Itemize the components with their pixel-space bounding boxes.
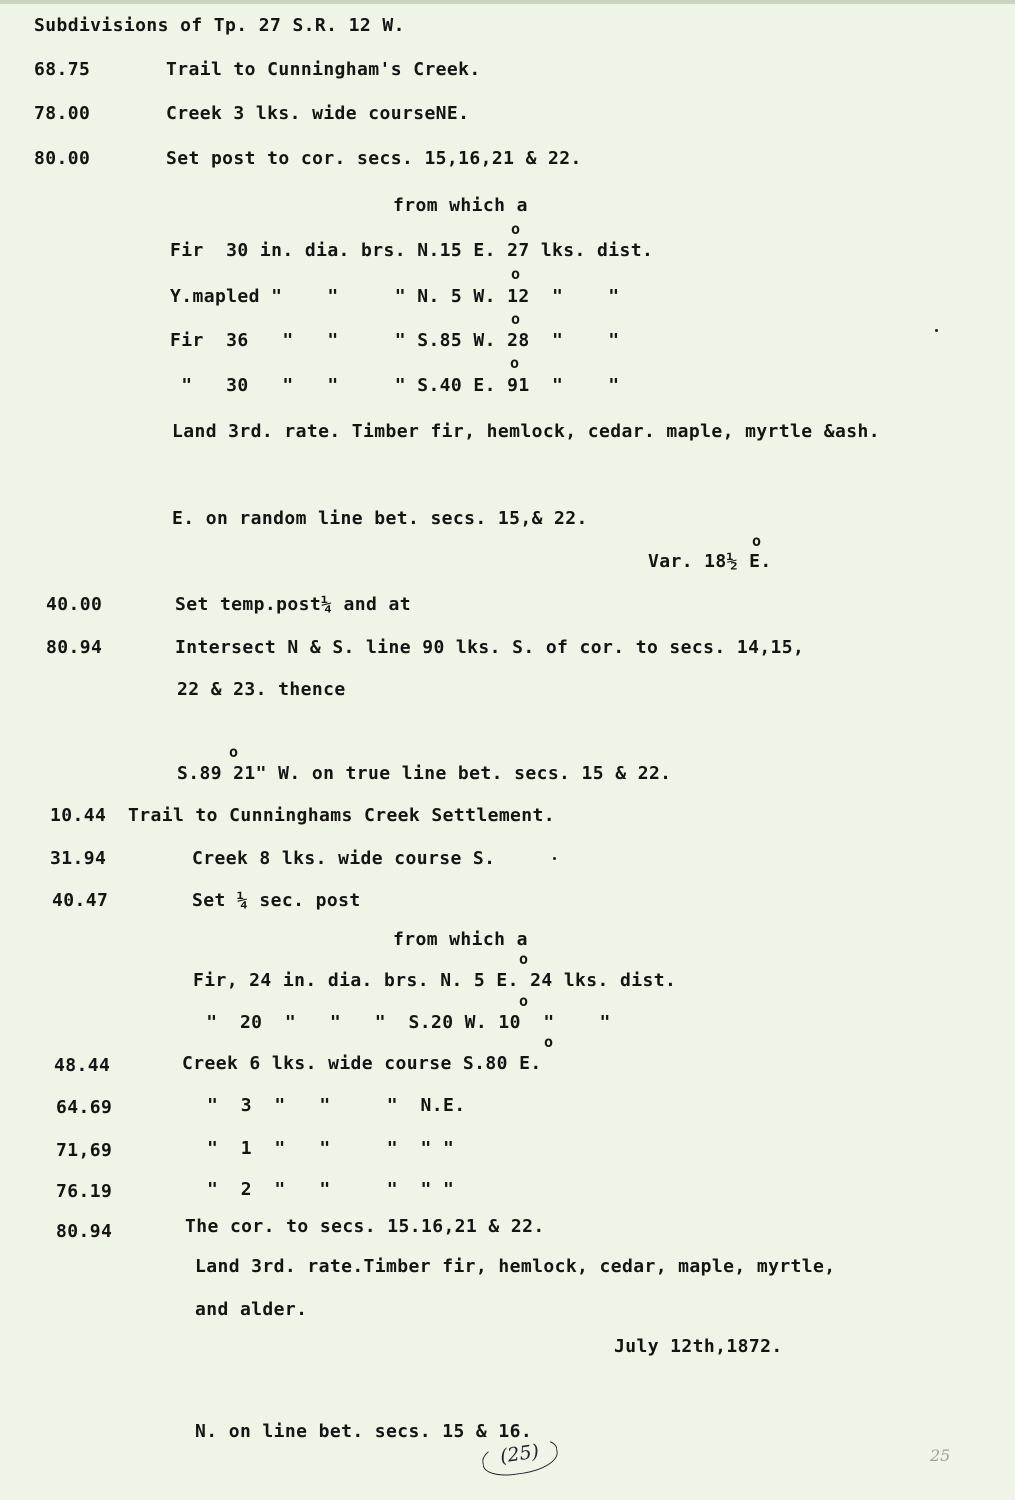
date-note: July 12th,1872. — [614, 1336, 783, 1357]
chainage-value: 80.00 — [34, 148, 91, 169]
variation-note: Var. 18½ E. — [648, 551, 772, 572]
stray-mark — [935, 329, 938, 332]
degree-symbol: o — [510, 354, 520, 372]
page-heading: Subdivisions of Tp. 27 S.R. 12 W. — [34, 15, 405, 36]
note-line: Creek 3 lks. wide courseNE. — [166, 103, 470, 124]
note-line: The cor. to secs. 15.16,21 & 22. — [185, 1216, 545, 1237]
chainage-value: 31.94 — [50, 848, 107, 869]
bearing-tree-line: Y.mapled " " " N. 5 W. 12 " " — [170, 286, 620, 307]
note-line: Creek 8 lks. wide course S. — [192, 848, 496, 869]
bearing-tree-line: Fir, 24 in. dia. brs. N. 5 E. 24 lks. dist. — [193, 970, 677, 991]
note-line: E. on random line bet. secs. 15,& 22. — [172, 508, 588, 529]
bearing-tree-line: " 30 " " " S.40 E. 91 " " — [170, 375, 620, 396]
note-line: Trail to Cunninghams Creek Settlement. — [128, 805, 556, 826]
chainage-value: 40.47 — [52, 890, 109, 911]
degree-symbol: o — [544, 1033, 554, 1051]
true-line-note: S.89 21" W. on true line bet. secs. 15 & 22. — [177, 763, 672, 784]
degree-symbol: o — [752, 532, 762, 550]
note-line: " 1 " " " " " — [207, 1138, 455, 1159]
bearing-tree-line: " 20 " " " S.20 W. 10 " " — [195, 1012, 611, 1033]
degree-symbol: o — [229, 743, 239, 761]
degree-symbol: o — [519, 992, 529, 1010]
note-line: 22 & 23. thence — [177, 679, 346, 700]
degree-symbol: o — [511, 265, 521, 283]
land-description-cont: and alder. — [195, 1299, 308, 1320]
chainage-value: 80.94 — [46, 637, 103, 658]
note-line: Creek 6 lks. wide course S.80 E. — [182, 1053, 542, 1074]
chainage-value: 48.44 — [54, 1055, 111, 1076]
note-line: Intersect N & S. line 90 lks. S. of cor. to secs. 14,15, — [175, 637, 805, 658]
note-line: Trail to Cunningham's Creek. — [166, 59, 481, 80]
note-line: from which a — [393, 195, 528, 216]
chainage-value: 80.94 — [56, 1221, 113, 1242]
note-line: " 3 " " " N.E. — [207, 1095, 466, 1116]
chainage-value: 78.00 — [34, 103, 91, 124]
corner-note: 25 — [930, 1446, 951, 1465]
note-line: " 2 " " " " " — [207, 1179, 455, 1200]
land-description: Land 3rd. rate.Timber fir, hemlock, cedar, maple, myrtle, — [195, 1256, 836, 1277]
degree-symbol: o — [519, 950, 529, 968]
chainage-value: 64.69 — [56, 1097, 113, 1118]
note-line: from which a — [393, 929, 528, 950]
bearing-tree-line: Fir 36 " " " S.85 W. 28 " " — [170, 330, 620, 351]
chainage-value: 68.75 — [34, 59, 91, 80]
chainage-value: 40.00 — [46, 594, 103, 615]
degree-symbol: o — [511, 310, 521, 328]
bearing-tree-line: Fir 30 in. dia. brs. N.15 E. 27 lks. dist. — [170, 240, 654, 261]
note-line: N. on line bet. secs. 15 & 16. — [195, 1421, 533, 1442]
page-number: (25) — [480, 1435, 560, 1479]
chainage-value: 10.44 — [50, 805, 107, 826]
land-description: Land 3rd. rate. Timber fir, hemlock, cedar. maple, myrtle &ash. — [172, 421, 880, 442]
note-line: Set ¼ sec. post — [192, 890, 361, 911]
chainage-value: 76.19 — [56, 1181, 113, 1202]
chainage-value: 71,69 — [56, 1140, 113, 1161]
stray-mark — [553, 857, 556, 860]
note-line: Set post to cor. secs. 15,16,21 & 22. — [166, 148, 582, 169]
note-line: Set temp.post¼ and at — [175, 594, 411, 615]
degree-symbol: o — [511, 220, 521, 238]
